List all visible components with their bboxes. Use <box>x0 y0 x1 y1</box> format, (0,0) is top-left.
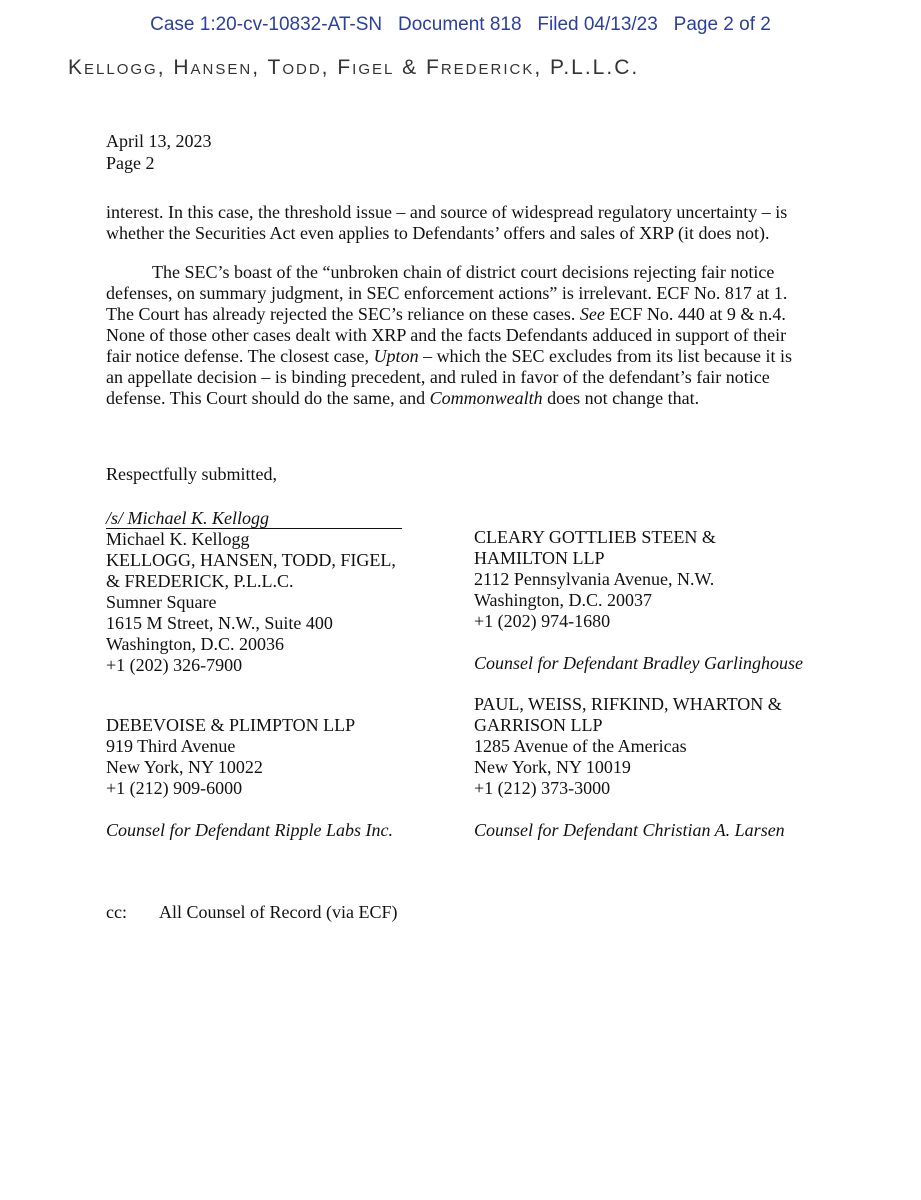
address-line: Washington, D.C. 20037 <box>474 590 653 610</box>
text-run: defense. This Court should do the same, and <box>106 388 430 408</box>
address-line: HAMILTON LLP <box>474 548 605 568</box>
counsel-designation: Counsel for Defendant Ripple Labs Inc. <box>106 820 393 840</box>
letter-date: April 13, 2023 <box>106 131 212 151</box>
address-line: KELLOGG, HANSEN, TODD, FIGEL, <box>106 550 396 570</box>
address-line: New York, NY 10019 <box>474 757 631 777</box>
firm-letterhead: Kellogg, Hansen, Todd, Figel & Frederick, P.L.L.C. <box>68 56 640 79</box>
counsel-designation: Counsel for Defendant Bradley Garlinghouse <box>474 653 803 673</box>
kellogg-signature-block <box>106 508 402 676</box>
address-line: New York, NY 10022 <box>106 757 263 777</box>
text-line: The SEC’s boast of the “unbroken chain of district court decisions rejecting fair notice <box>152 262 775 282</box>
address-line: Sumner Square <box>106 592 217 612</box>
address-line: +1 (202) 974-1680 <box>474 611 611 631</box>
case-name-upton: Upton <box>373 346 419 366</box>
address-line: 919 Third Avenue <box>106 736 236 756</box>
address-line: & FREDERICK, P.L.L.C. <box>106 571 294 591</box>
paragraph-2 <box>106 262 806 409</box>
paulweiss-block <box>474 694 785 841</box>
text-line <box>106 388 806 409</box>
address-line: Michael K. Kellogg <box>106 529 250 549</box>
counsel-designation: Counsel for Defendant Christian A. Larsen <box>474 820 785 840</box>
address-line: +1 (202) 326-7900 <box>106 655 243 675</box>
date-block <box>106 130 212 174</box>
cc-line <box>106 902 397 923</box>
ecf-header <box>0 14 921 36</box>
case-number: Case 1:20-cv-10832-AT-SN <box>150 14 383 35</box>
text-run: The Court has already rejected the SEC’s reliance on these cases. <box>106 304 580 324</box>
cleary-block <box>474 527 803 674</box>
closing-signoff: Respectfully submitted, <box>106 464 277 484</box>
debevoise-block <box>106 715 393 841</box>
address-line: GARRISON LLP <box>474 715 603 735</box>
address-line: PAUL, WEISS, RIFKIND, WHARTON & <box>474 694 782 714</box>
address-line: +1 (212) 373-3000 <box>474 778 611 798</box>
text-run: fair notice defense. The closest case, <box>106 346 374 366</box>
signature-line: /s/ Michael K. Kellogg <box>106 509 402 529</box>
text-line: an appellate decision – is binding precedent, and ruled in favor of the defendant’s fair notice <box>106 367 770 387</box>
paragraph-1 <box>106 202 806 244</box>
address-line: +1 (212) 909-6000 <box>106 778 243 798</box>
text-line: None of those other cases dealt with XRP and the facts Defendants adduced in support of their <box>106 325 787 345</box>
address-line: 2112 Pennsylvania Avenue, N.W. <box>474 569 715 589</box>
page-label: Page 2 <box>106 153 155 173</box>
address-line: 1615 M Street, N.W., Suite 400 <box>106 613 333 633</box>
document-number: Document 818 <box>397 14 522 35</box>
filed-date: Filed 04/13/23 <box>537 14 658 35</box>
address-line: DEBEVOISE & PLIMPTON LLP <box>106 715 356 735</box>
address-line: Washington, D.C. 20036 <box>106 634 285 654</box>
text-line: interest. In this case, the threshold issue – and source of widespread regulatory uncertainty – is <box>106 202 788 222</box>
cc-text: All Counsel of Record (via ECF) <box>159 902 398 922</box>
page-count: Page 2 of 2 <box>673 14 771 35</box>
text-run: does not change that. <box>542 388 700 408</box>
text-line: defenses, on summary judgment, in SEC enforcement actions” is irrelevant. ECF No. 817 at 1. <box>106 283 788 303</box>
address-line: CLEARY GOTTLIEB STEEN & <box>474 527 716 547</box>
text-run: – which the SEC excludes from its list because it is <box>418 346 793 366</box>
cc-label: cc: <box>106 902 127 922</box>
text-line: whether the Securities Act even applies to Defendants’ offers and sales of XRP (it does not). <box>106 223 770 243</box>
see-signal: See <box>579 304 605 324</box>
address-line: 1285 Avenue of the Americas <box>474 736 687 756</box>
case-name-commonwealth: Commonwealth <box>429 388 543 408</box>
text-run: ECF No. 440 at 9 & n.4. <box>604 304 786 324</box>
text-line <box>106 304 806 325</box>
text-line <box>106 346 806 367</box>
